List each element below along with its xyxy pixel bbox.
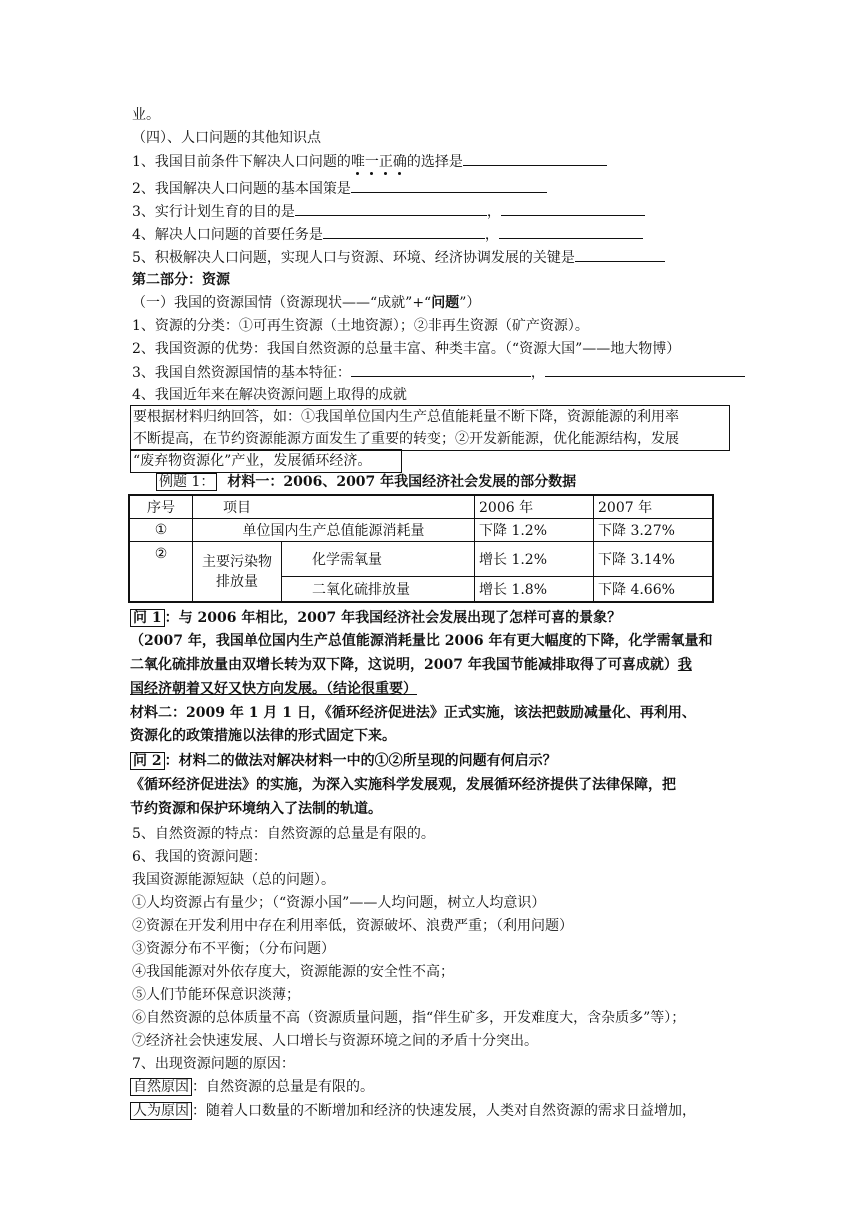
answer-blank[interactable] (575, 246, 665, 262)
table-row (129, 542, 713, 577)
header-cell: 序号 (129, 495, 193, 519)
part-heading: 第二部分：资源 (132, 272, 230, 288)
answer-blank[interactable] (501, 200, 645, 216)
material-2: 材料二：2009 年 1 月 1 日，《循环经济促进法》正式实施，该法把鼓励减量化、再利用、 (130, 705, 696, 721)
conclusion-line: 国经济朝着又好又快方向发展。（结论很重要） (130, 681, 417, 697)
comma: ， (530, 365, 545, 381)
table-row (129, 519, 713, 542)
question-line (132, 223, 643, 245)
answer-hint-box (130, 449, 402, 473)
comma: ， (484, 227, 499, 243)
comma: ， (486, 204, 501, 220)
example-title: 材料一：2006、2007 年我国经济社会发展的部分数据 (227, 474, 577, 490)
text-line: 2、我国资源的优势：我国自然资源的总量丰富、种类丰富。（“资源大国”——地大物博） (132, 341, 681, 357)
answer-line (130, 654, 692, 676)
text-line: ②资源在开发利用中存在利用率低，资源破坏、浪费严重；（利用问题） (132, 918, 573, 934)
answer-blank[interactable] (295, 200, 487, 216)
question-text: 1、我国目前条件下解决人口问题的 (132, 154, 351, 170)
value-cell: 下降 3.14% (594, 542, 714, 577)
answer-line: （2007 年，我国单位国内生产总值能源消耗量比 2006 年有更大幅度的下降，化学需氧量和 (130, 633, 713, 649)
item-cell: 二氧化硫排放量 (282, 577, 475, 603)
hint-line: “废弃物资源化”产业，发展循环经济。 (133, 453, 372, 469)
question-2 (130, 750, 557, 772)
text-line: 4、我国近年来在解决资源问题上取得的成就 (132, 387, 407, 403)
text-line: ⑦经济社会快速发展、人口增长与资源环境之间的矛盾十分突出。 (132, 1033, 538, 1049)
cause-natural (130, 1076, 374, 1098)
section-heading: （四）、人口问题的其他知识点 (132, 130, 321, 146)
answer-line: 《循环经济促进法》的实施，为深入实施科学发展观，发展循环经济提供了法律保障，把 (130, 777, 676, 793)
question-text: 5、积极解决人口问题，实现人口与资源、环境、经济协调发展的关键是 (132, 250, 575, 266)
question-text: 2、我国解决人口问题的基本国策是 (132, 181, 351, 197)
text-line: 5、自然资源的特点：自然资源的总量是有限的。 (132, 826, 435, 842)
question-line (132, 177, 547, 199)
question-line (132, 246, 665, 268)
row-number: ② (129, 542, 193, 603)
text-line: 业。 (132, 107, 160, 123)
answer-blank[interactable] (545, 361, 745, 377)
cause-label: 自然原因 (130, 1078, 192, 1096)
answer-blank[interactable] (323, 223, 485, 239)
table-header-row (129, 495, 713, 519)
question-line (132, 200, 645, 222)
hint-line: 要根据材料归纳回答，如：①我国单位国内生产总值能耗量不断下降，资源能源的利用率 (133, 409, 679, 425)
text-line: ⑤人们节能环保意识淡薄； (132, 987, 300, 1003)
heading-bold-text: 问题 (431, 295, 460, 311)
emphasis-char: 唯 (350, 154, 365, 170)
question-text: 3、实行计划生育的目的是 (132, 204, 295, 220)
question-text: 3、我国自然资源国情的基本特征： (132, 365, 351, 381)
question-text: ：材料二的做法对解决材料一中的①②所呈现的问题有何启示？ (164, 753, 557, 769)
emphasis-char: 一 (364, 154, 379, 170)
cause-label: 人为原因 (130, 1102, 192, 1120)
example-heading (156, 471, 576, 493)
value-cell: 下降 4.66% (594, 577, 714, 603)
header-cell: 2006 年 (475, 495, 594, 519)
answer-text: 二氧化硫排放量由双增长转为双下降，这说明，2007 年我国节能减排取得了可喜成就） (130, 657, 678, 673)
text-line: ①人均资源占有量少；（“资源小国”——人均问题，树立人均意识） (132, 895, 546, 911)
text-line: ③资源分布不平衡；（分布问题） (132, 941, 335, 957)
item-cell: 单位国内生产总值能源消耗量 (193, 519, 475, 542)
question-line (132, 361, 745, 383)
text-line: ④我国能源对外依存度大，资源能源的安全性不高； (132, 964, 454, 980)
text-line: 7、出现资源问题的原因： (132, 1056, 295, 1072)
answer-line: 节约资源和保护环境纳入了法制的轨道。 (130, 801, 382, 817)
question-text: ：与 2006 年相比，2007 年我国经济社会发展出现了怎样可喜的景象？ (164, 610, 622, 626)
value-cell: 下降 3.27% (594, 519, 714, 542)
value-cell: 下降 1.2% (475, 519, 594, 542)
question-line (132, 150, 607, 172)
value-cell: 增长 1.2% (475, 542, 594, 577)
subsection-heading (132, 292, 480, 314)
header-cell: 项目 (193, 495, 475, 519)
cause-text: ：自然资源的总量是有限的。 (192, 1079, 374, 1095)
item-cell: 化学需氧量 (282, 542, 475, 577)
question-text: 的选择是 (406, 154, 463, 170)
example-label: 例题 1： (156, 473, 217, 491)
data-table (128, 494, 714, 603)
cause-text: ：随着人口数量的不断增加和经济的快速发展，人类对自然资源的需求日益增加， (192, 1103, 696, 1119)
question-text: 4、解决人口问题的首要任务是 (132, 227, 323, 243)
question-label: 问 1 (130, 609, 165, 627)
text-line: ⑥自然资源的总体质量不高（资源质量问题，指“伴生矿多，开发难度大，含杂质多”等）； (132, 1010, 686, 1026)
heading-text: （一）我国的资源国情（资源现状——“成就”+“ (132, 295, 432, 311)
question-1 (130, 607, 621, 629)
header-cell: 2007 年 (594, 495, 714, 519)
value-cell: 增长 1.8% (475, 577, 594, 603)
emphasis-char: 确 (392, 154, 407, 170)
group-cell: 主要污染物排放量 (193, 542, 282, 603)
answer-blank[interactable] (463, 150, 607, 166)
text-line: 我国资源能源短缺（总的问题）。 (132, 872, 335, 888)
answer-blank[interactable] (351, 361, 531, 377)
row-number: ① (129, 519, 193, 542)
text-line: 6、我国的资源问题： (132, 849, 267, 865)
material-2: 资源化的政策措施以法律的形式固定下来。 (130, 728, 396, 744)
answer-blank[interactable] (351, 177, 547, 193)
text-line: 1、资源的分类：①可再生资源（土地资源）；②非再生资源（矿产资源）。 (132, 318, 589, 334)
emphasis-char: 正 (378, 154, 393, 170)
cause-human (130, 1100, 696, 1122)
hint-line: 不断提高，在节约资源能源方面发生了重要的转变；②开发新能源，优化能源结构，发展 (133, 431, 679, 447)
heading-text: ”） (459, 295, 481, 311)
conclusion-text: 我 (677, 657, 692, 673)
answer-blank[interactable] (499, 223, 643, 239)
question-label: 问 2 (130, 752, 165, 770)
answer-hint-box (130, 405, 730, 451)
